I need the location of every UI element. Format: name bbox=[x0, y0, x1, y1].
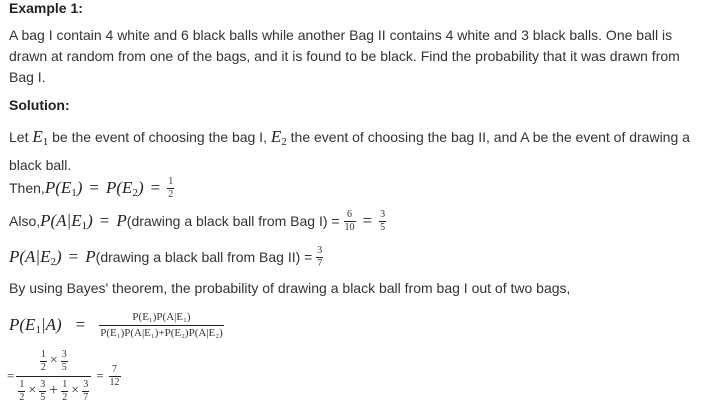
also-frac1-num: 6 bbox=[344, 210, 356, 222]
pae2-equals: = bbox=[68, 247, 79, 266]
pae2-frac-num: 3 bbox=[317, 244, 323, 256]
let-word: Let bbox=[9, 129, 33, 145]
final-big-fraction bbox=[16, 350, 91, 403]
let-definitions bbox=[9, 125, 699, 177]
final-big-denominator bbox=[16, 377, 91, 403]
pae2-lhs bbox=[9, 247, 62, 268]
final-d-num: 3 bbox=[40, 378, 46, 390]
also-description: (drawing a black ball from Bag I) = bbox=[126, 213, 344, 229]
final-a-num: 1 bbox=[40, 348, 46, 360]
bayes-lhs bbox=[9, 315, 62, 336]
final-d-den: 5 bbox=[40, 391, 46, 403]
also-lhs-close: ) bbox=[87, 210, 93, 230]
equation-then bbox=[9, 174, 174, 202]
also-equals-2: = bbox=[362, 211, 373, 230]
then-rhs-text: P(E bbox=[106, 177, 133, 197]
final-frac-e bbox=[61, 380, 68, 403]
final-c-den: 2 bbox=[19, 391, 25, 403]
final-times-1: × bbox=[49, 353, 58, 368]
then-fraction bbox=[167, 177, 174, 200]
final-equals-2: = bbox=[96, 368, 104, 383]
also-fraction-2 bbox=[379, 210, 386, 233]
e1-subscript: 1 bbox=[42, 136, 49, 148]
bayes-numerator: P(E₁)P(A|E₁) bbox=[99, 312, 224, 326]
example-title: Example 1: bbox=[9, 0, 83, 16]
final-c-num: 1 bbox=[19, 378, 25, 390]
also-frac2-num: 3 bbox=[380, 208, 386, 220]
let-middle-1: be the event of choosing the bag I, bbox=[48, 129, 271, 145]
also-p: P bbox=[116, 211, 127, 230]
then-rhs-close: ) bbox=[137, 177, 144, 197]
also-lhs-text: P(A|E bbox=[40, 210, 82, 230]
final-big-numerator bbox=[16, 350, 91, 377]
final-frac-f bbox=[82, 380, 89, 403]
then-rhs bbox=[106, 178, 144, 199]
final-e-num: 1 bbox=[62, 378, 68, 390]
event-e2 bbox=[271, 127, 287, 146]
final-plus: + bbox=[49, 382, 59, 399]
bayes-fraction bbox=[99, 312, 224, 339]
final-times-2: × bbox=[28, 383, 37, 398]
bayes-lhs-close: |A) bbox=[40, 314, 62, 334]
also-frac2-den: 5 bbox=[380, 221, 386, 233]
final-result-den: 12 bbox=[109, 376, 120, 388]
then-lhs bbox=[45, 178, 83, 199]
final-equals-1: = bbox=[7, 368, 15, 383]
bayes-formula bbox=[9, 306, 224, 344]
then-frac-den: 2 bbox=[168, 188, 174, 200]
bayes-equals: = bbox=[75, 315, 86, 334]
then-equals-1: = bbox=[89, 178, 100, 197]
bayes-lhs-sub: 1 bbox=[35, 323, 41, 336]
event-e1 bbox=[32, 127, 48, 146]
also-equals-1: = bbox=[99, 211, 110, 230]
then-lhs-text: P(E bbox=[44, 177, 72, 197]
final-times-3: × bbox=[71, 383, 80, 398]
then-prefix: Then, bbox=[9, 180, 45, 196]
then-lhs-sub: 1 bbox=[71, 186, 77, 199]
final-e-den: 2 bbox=[62, 391, 68, 403]
bayes-intro: By using Bayes' theorem, the probability of drawing a black ball from bag I out of two bags, bbox=[9, 280, 571, 296]
then-equals-2: = bbox=[150, 178, 161, 197]
pae2-frac-den: 7 bbox=[317, 257, 323, 269]
final-result-num: 7 bbox=[109, 365, 121, 377]
e2-subscript: 2 bbox=[281, 136, 287, 148]
final-frac-c bbox=[18, 380, 25, 403]
pae2-lhs-sub: 2 bbox=[50, 255, 56, 268]
also-prefix: Also, bbox=[9, 213, 41, 229]
final-frac-b bbox=[61, 350, 68, 373]
final-f-den: 7 bbox=[83, 391, 89, 403]
pae2-description: (drawing a black ball from Bag II) = bbox=[95, 249, 317, 265]
solution-title: Solution: bbox=[9, 97, 70, 113]
then-rhs-sub: 2 bbox=[132, 186, 138, 199]
then-lhs-close: ) bbox=[76, 177, 83, 197]
equation-also bbox=[9, 206, 386, 236]
final-frac-d bbox=[39, 380, 46, 403]
pae2-p: P bbox=[85, 247, 96, 266]
final-b-num: 3 bbox=[61, 348, 67, 360]
bayes-lhs-text: P(E bbox=[9, 314, 36, 334]
pae2-lhs-close: ) bbox=[56, 246, 62, 266]
also-lhs-sub: 1 bbox=[81, 219, 88, 232]
final-result-fraction bbox=[109, 365, 121, 388]
let-middle-2: the event of choosing the bag II, and A be the event of drawing a black ball. bbox=[9, 129, 690, 173]
pae2-fraction bbox=[316, 246, 323, 269]
e2-letter: E bbox=[270, 127, 282, 146]
final-b-den: 5 bbox=[61, 361, 67, 373]
bayes-denominator: P(E₁)P(A|E₁)+P(E₂)P(A|E₂) bbox=[100, 326, 223, 339]
also-fraction-1 bbox=[344, 210, 356, 233]
final-calculation bbox=[7, 350, 121, 402]
e1-letter: E bbox=[32, 127, 43, 146]
also-frac1-den: 10 bbox=[344, 221, 355, 233]
pae2-lhs-text: P(A|E bbox=[9, 246, 51, 266]
final-a-den: 2 bbox=[40, 361, 46, 373]
final-f-num: 3 bbox=[83, 378, 89, 390]
then-frac-num: 1 bbox=[168, 175, 174, 187]
also-lhs bbox=[40, 211, 93, 232]
final-frac-a bbox=[40, 350, 47, 373]
problem-statement: A bag I contain 4 white and 6 black balls while another Bag II contains 4 white and 3 black balls. One ball is drawn at random from one of the bags, and it is found to be black. Find the probability that it was drawn from Bag I. bbox=[9, 27, 680, 85]
equation-pae2 bbox=[9, 243, 323, 271]
